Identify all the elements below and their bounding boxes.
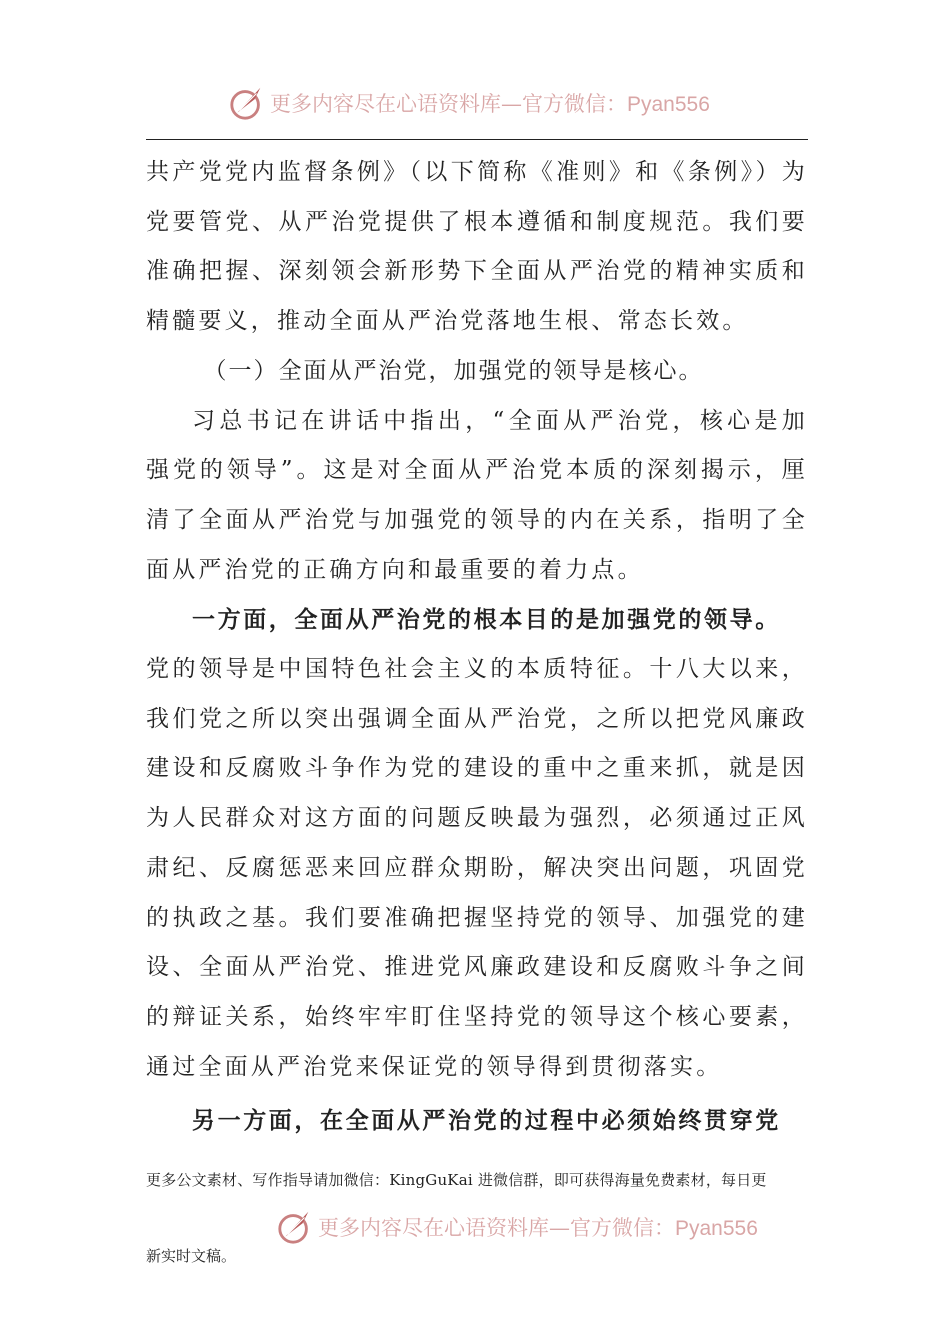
watermark-bottom	[276, 1208, 758, 1246]
document-body	[146, 148, 808, 1146]
watermark-text: 更多内容尽在心语资料库—官方微信：Pyan556	[318, 1216, 758, 1240]
feather-pen-logo-icon	[276, 1208, 314, 1246]
bold-heading-1: 一方面，全面从严治党的根本目的是加强党的领导。	[192, 606, 781, 634]
paragraph-1: 共产党党内监督条例》（以下简称《准则》和《条例》）为党要管党、从严治党提供了根本遵循和制度规范。我们要准确把握、深刻领会新形势下全面从严治党的精神实质和精髓要义，推动全面从严治党落地生根、常态长效。	[146, 159, 808, 335]
footer-note: 更多公文素材、写作指导请加微信：KingGuKai 进微信群，即可获得海量免费素材，每日更	[146, 1171, 767, 1189]
watermark-text: 更多内容尽在心语资料库—官方微信：Pyan556	[270, 92, 710, 116]
section-heading: （一）全面从严治党，加强党的领导是核心。	[203, 357, 704, 384]
feather-pen-logo-icon	[228, 84, 266, 122]
watermark-top	[228, 84, 710, 122]
paragraph-2: 习总书记在讲话中指出，“全面从严治党，核心是加强党的领导”。这是对全面从严治党本质的深刻揭示，厘清了全面从严治党与加强党的领导的内在关系，指明了全面从严治党的正确方向和最重要的着力点。	[146, 407, 808, 583]
bold-heading-2: 另一方面，在全面从严治党的过程中必须始终贯穿党	[192, 1107, 781, 1135]
footer-note-continued: 新实时文稿。	[146, 1247, 237, 1265]
header-rule	[146, 139, 808, 140]
paragraph-3: 党的领导是中国特色社会主义的本质特征。十八大以来，我们党之所以突出强调全面从严治党，之所以把党风廉政建设和反腐败斗争作为党的建设的重中之重来抓，就是因为人民群众对这方面的问题反映最为强烈，必须通过正风肃纪、反腐惩恶来回应群众期盼，解决突出问题，巩固党的执政之基。我们要准确把握坚持党的领导、加强党的建设、全面从严治党、推进党风廉政建设和反腐败斗争之间的辩证关系，始终牢牢盯住坚持党的领导这个核心要素，通过全面从严治党来保证党的领导得到贯彻落实。	[146, 656, 808, 1080]
